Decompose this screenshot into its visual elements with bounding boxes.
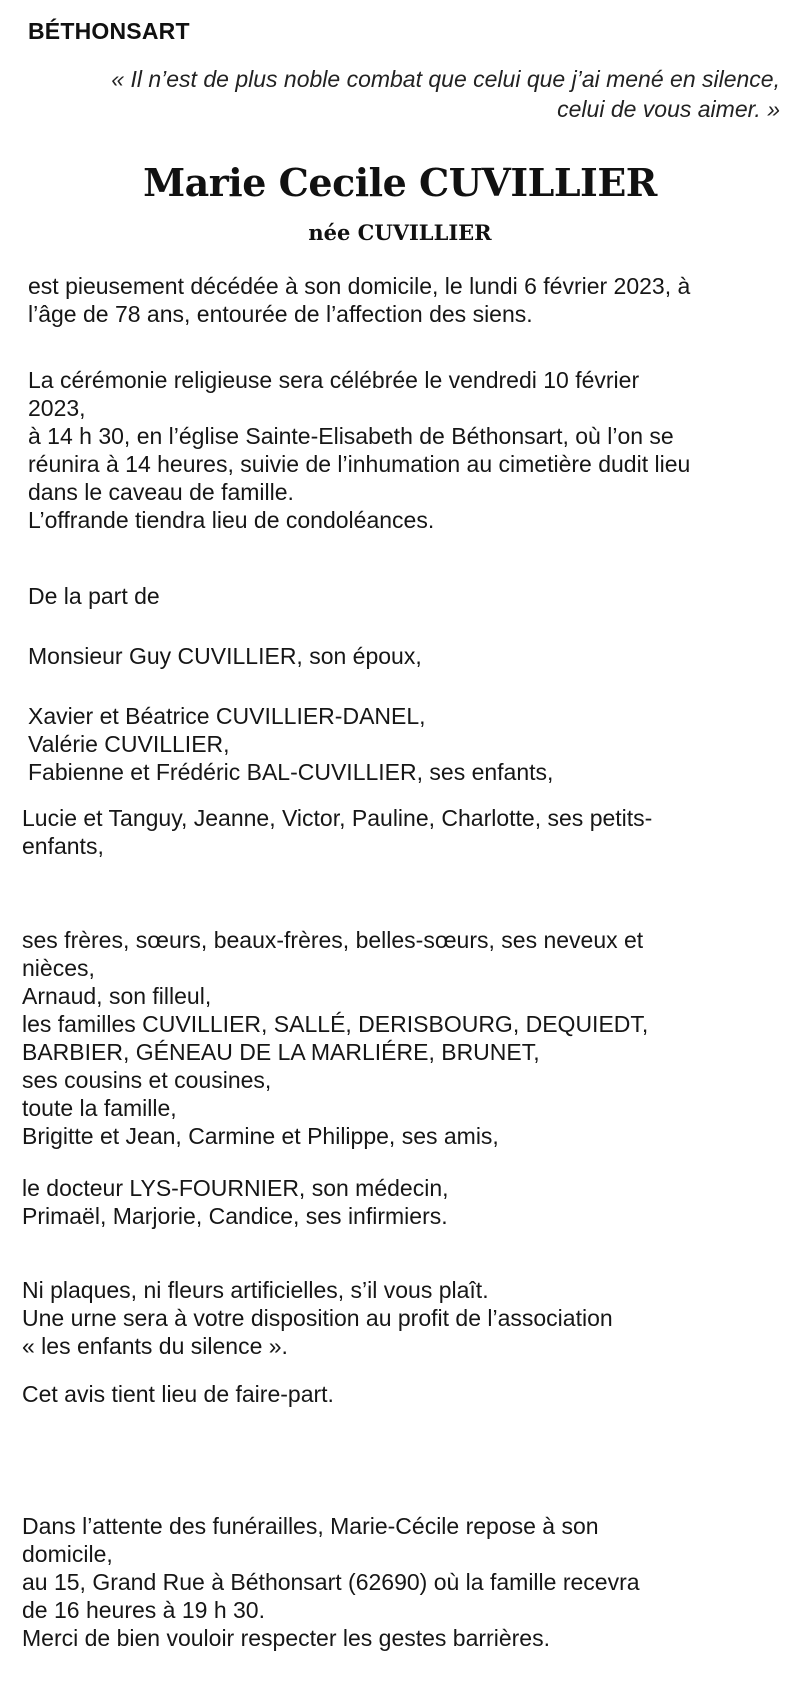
text-line: toute la famille,: [22, 1095, 177, 1121]
text-line: domicile,: [22, 1541, 113, 1567]
maiden-name: née CUVILLIER: [308, 220, 492, 245]
spouse-line: [28, 642, 422, 670]
text-line: au 15, Grand Rue à Béthonsart (62690) où la famille recevra: [22, 1569, 640, 1595]
ceremony-paragraph: [28, 366, 690, 534]
text-line: 2023,: [28, 395, 86, 421]
children-paragraph: [28, 702, 553, 786]
grandchildren-paragraph: [22, 804, 652, 860]
text-line: Primaël, Marjorie, Candice, ses infirmiers.: [22, 1203, 448, 1229]
text-line: ses frères, sœurs, beaux-frères, belles-sœurs, ses neveux et: [22, 927, 644, 953]
text-line: L’offrande tiendra lieu de condoléances.: [28, 507, 435, 533]
text-line: à 14 h 30, en l’église Sainte-Elisabeth de Béthonsart, où l’on se: [28, 423, 674, 449]
town-heading: BÉTHONSART: [28, 18, 190, 44]
text-line: le docteur LYS-FOURNIER, son médecin,: [22, 1175, 449, 1201]
text-line: enfants,: [22, 833, 104, 859]
rest-paragraph: [22, 1512, 640, 1652]
text-line: l’âge de 78 ans, entourée de l’affection des siens.: [28, 301, 533, 327]
text-line: La cérémonie religieuse sera célébrée le vendredi 10 février: [28, 367, 640, 393]
deceased-name: Marie Cecile CUVILLIER: [143, 160, 657, 205]
medical-paragraph: [22, 1174, 449, 1230]
text-line: Fabienne et Frédéric BAL-CUVILLIER, ses enfants,: [28, 759, 554, 785]
text-line: Une urne sera à votre disposition au profit de l’association: [22, 1305, 613, 1331]
text-line: de 16 heures à 19 h 30.: [22, 1597, 265, 1623]
text-line: Valérie CUVILLIER,: [28, 731, 230, 757]
text-line: Ni plaques, ni fleurs artificielles, s’il vous plaît.: [22, 1277, 489, 1303]
text-line: Lucie et Tanguy, Jeanne, Victor, Pauline, Charlotte, ses petits-: [22, 805, 653, 831]
text-line: Cet avis tient lieu de faire-part.: [22, 1381, 334, 1407]
from-line: [28, 582, 160, 610]
death-paragraph: [28, 272, 690, 328]
text-line: « les enfants du silence ».: [22, 1333, 288, 1359]
text-line: est pieusement décédée à son domicile, le lundi 6 février 2023, à: [28, 273, 691, 299]
text-line: dans le caveau de famille.: [28, 479, 294, 505]
text-line: nièces,: [22, 955, 95, 981]
text-line: ses cousins et cousines,: [22, 1067, 272, 1093]
text-line: réunira à 14 heures, suivie de l’inhumation au cimetière dudit lieu: [28, 451, 691, 477]
text-line: Monsieur Guy CUVILLIER, son époux,: [28, 643, 422, 669]
notice-line: [22, 1380, 334, 1408]
flowers-paragraph: [22, 1276, 613, 1360]
family-paragraph: [22, 926, 648, 1150]
quote-line: « Il n’est de plus noble combat que celui que j’ai mené en silence,: [111, 66, 780, 92]
text-line: Dans l’attente des funérailles, Marie-Cécile repose à son: [22, 1513, 599, 1539]
text-line: Arnaud, son filleul,: [22, 983, 212, 1009]
text-line: De la part de: [28, 583, 160, 609]
text-line: BARBIER, GÉNEAU DE LA MARLIÉRE, BRUNET,: [22, 1039, 540, 1065]
text-line: Brigitte et Jean, Carmine et Philippe, ses amis,: [22, 1123, 499, 1149]
text-line: Merci de bien vouloir respecter les gestes barrières.: [22, 1625, 550, 1651]
text-line: Xavier et Béatrice CUVILLIER-DANEL,: [28, 703, 426, 729]
text-line: les familles CUVILLIER, SALLÉ, DERISBOURG, DEQUIEDT,: [22, 1011, 649, 1037]
quote-line: celui de vous aimer. »: [557, 96, 780, 122]
epitaph-quote: [20, 64, 780, 124]
